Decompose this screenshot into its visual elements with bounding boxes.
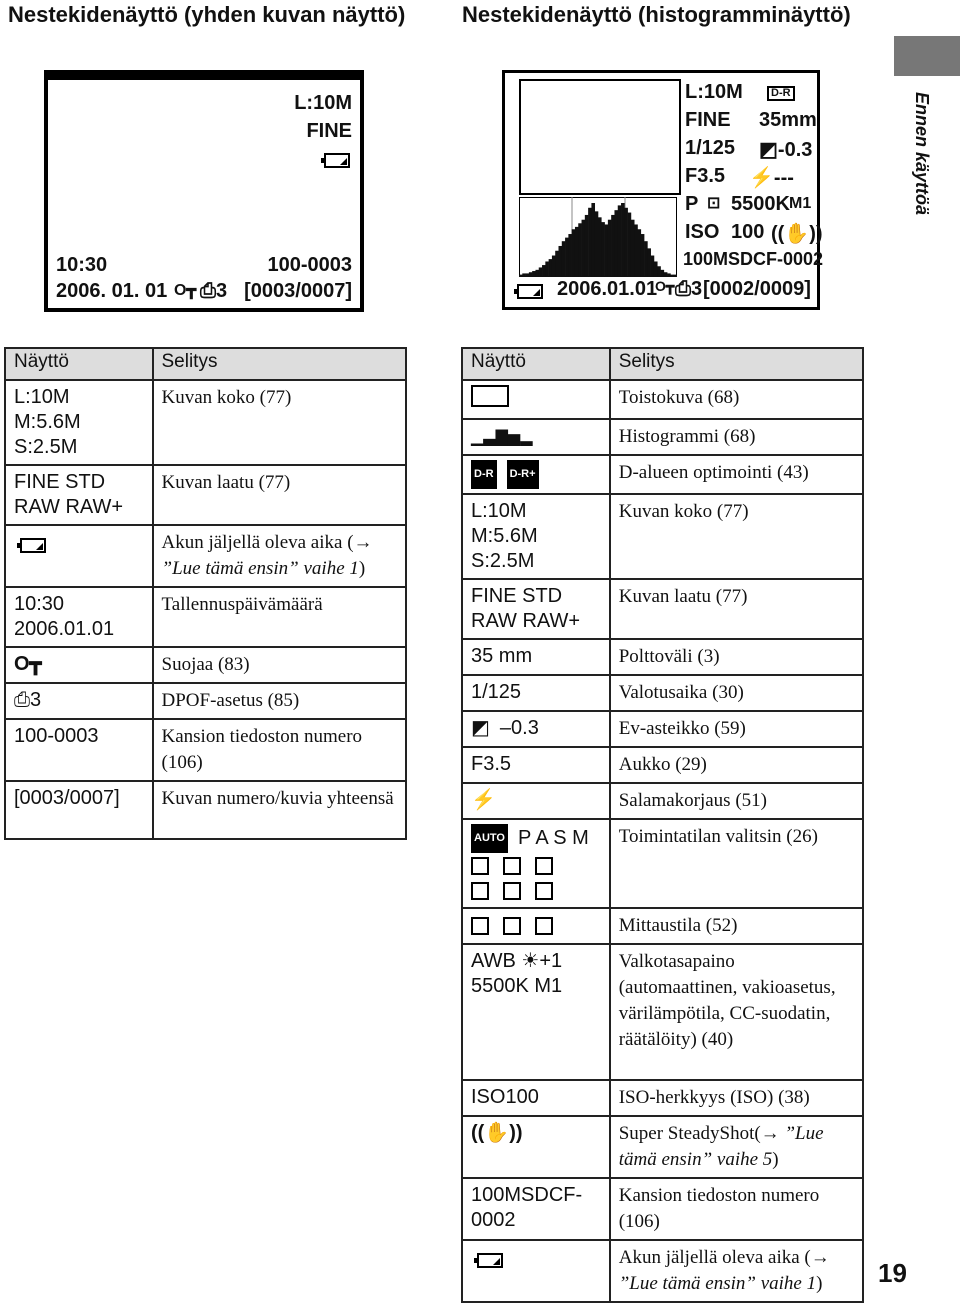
- table-row: [5, 719, 406, 781]
- histogram-bar: [532, 271, 536, 277]
- section-tab-marker: [894, 36, 960, 76]
- table-row: [462, 1178, 863, 1240]
- description-cell: Kuvan laatu (77): [610, 579, 863, 639]
- histogram-bar: [647, 248, 651, 277]
- playback-image-frame: [519, 79, 681, 195]
- display-cell: L:10M M:5.6M S:2.5M: [462, 494, 610, 579]
- display-cell: [462, 1240, 610, 1302]
- steadyshot-icon: ((✋)): [771, 223, 823, 245]
- lcd-image-size: L:10M: [294, 92, 352, 114]
- histogram-bar: [631, 220, 635, 277]
- histogram-bar: [618, 205, 622, 277]
- histogram-bar: [535, 270, 539, 277]
- display-cell: 35 mm: [462, 639, 610, 675]
- dpof-icon: ⎙3: [675, 278, 703, 300]
- spot-metering-icon: [535, 917, 553, 935]
- description-cell: DPOF-asetus (85): [153, 683, 407, 719]
- histogram-bar: [657, 266, 661, 277]
- histogram-bar: [565, 238, 569, 277]
- histogram-bar: [578, 223, 582, 277]
- table-row: [462, 711, 863, 747]
- display-cell: [0003/0007]: [5, 781, 153, 839]
- portrait-icon: [471, 857, 489, 875]
- histogram-bar: [585, 215, 589, 277]
- histogram-bar: [598, 217, 602, 277]
- display-cell: [462, 455, 610, 494]
- flash-comp-icon: ⚡---: [749, 167, 794, 189]
- landscape-icon: [503, 857, 521, 875]
- display-cell: 100-0003: [5, 719, 153, 781]
- histogram-bar: [641, 234, 645, 277]
- histogram-bar: [595, 211, 599, 277]
- histogram-bar: [552, 256, 556, 277]
- steadyshot-icon: ((✋)): [471, 1122, 523, 1144]
- histogram-icon: ▁▃▇▅▂: [471, 429, 533, 446]
- battery-icon: [20, 538, 46, 553]
- description-cell: Aukko (29): [610, 747, 863, 783]
- display-cell: 100MSDCF- 0002: [462, 1178, 610, 1240]
- table-row: [5, 380, 406, 465]
- histogram-bar: [638, 229, 642, 277]
- description-cell: Ev-asteikko (59): [610, 711, 863, 747]
- battery-icon: [477, 1253, 503, 1268]
- description-cell: Kuvan laatu (77): [153, 465, 407, 525]
- display-cell: ◩ –0.3: [462, 711, 610, 747]
- display-cell: AWB ☀+1 5500K M1: [462, 944, 610, 1080]
- table-row: [462, 579, 863, 639]
- histogram-bar: [614, 210, 618, 277]
- description-cell: Kansion tiedoston numero (106): [153, 719, 407, 781]
- lcd-quality: FINE: [685, 109, 731, 131]
- lcd-folder-number: 100MSDCF-0002: [683, 249, 824, 269]
- display-cell: [5, 647, 153, 683]
- multi-segment-metering-icon: [471, 917, 489, 935]
- table-row: [462, 494, 863, 579]
- histogram-bar: [519, 275, 523, 277]
- description-cell: Super SteadyShot(→ ”Lue tämä ensin” vaihe 5): [610, 1116, 863, 1178]
- table-row: [462, 1080, 863, 1116]
- lcd-date: 2006. 01. 01: [56, 280, 168, 302]
- histogram-bar: [624, 208, 628, 277]
- histogram-bar: [549, 259, 553, 277]
- histogram-bar: [582, 220, 586, 277]
- daylight-icon: ☀: [521, 950, 540, 972]
- table-row: [462, 419, 863, 455]
- description-cell: ISO-herkkyys (ISO) (38): [610, 1080, 863, 1116]
- histogram-bar: [559, 246, 563, 277]
- table-row: [462, 908, 863, 944]
- description-cell: Suojaa (83): [153, 647, 407, 683]
- lcd-focal-length: 35mm: [759, 109, 817, 131]
- table-row: [462, 1116, 863, 1178]
- lcd-date: 2006.01.01: [557, 278, 658, 300]
- histogram-bar: [601, 222, 605, 277]
- histogram-bar: [605, 224, 609, 277]
- histogram-bar: [522, 273, 526, 277]
- ev-icon: ◩-0.3: [759, 139, 813, 161]
- table-row: [462, 944, 863, 1080]
- description-cell: Valotusaika (30): [610, 675, 863, 711]
- lcd-image-counter: [0002/0009]: [703, 278, 811, 300]
- display-cell: AUTO P A S M: [462, 819, 610, 908]
- lcd-iso-value: 100: [731, 221, 765, 243]
- description-cell: Kuvan koko (77): [610, 494, 863, 579]
- histogram-bar: [611, 215, 615, 277]
- histogram-bar: [667, 273, 671, 277]
- table-row: [5, 587, 406, 647]
- histogram-bar: [651, 256, 655, 277]
- histogram-bar: [664, 272, 668, 277]
- lcd-quality: FINE: [306, 120, 352, 142]
- battery-icon: [517, 283, 543, 301]
- description-cell: Toimintatilan valitsin (26): [610, 819, 863, 908]
- lcd-dpof-count: 3: [216, 280, 228, 302]
- histogram-chart: [519, 197, 677, 277]
- histogram-bar: [572, 229, 576, 277]
- table-header-row: [462, 348, 863, 380]
- display-cell: 10:30 2006.01.01: [5, 587, 153, 647]
- description-cell: Toistokuva (68): [610, 380, 863, 419]
- lcd-folder-number: 100-0003: [267, 254, 352, 276]
- table-row: [462, 819, 863, 908]
- right-section-title: Nestekidenäyttö (histogramminäyttö): [462, 2, 851, 27]
- dro-icon: D-R: [471, 460, 497, 489]
- table-row: [462, 747, 863, 783]
- histogram-bar: [621, 203, 625, 277]
- histogram-bar: [568, 234, 572, 277]
- histogram-bar: [591, 203, 595, 277]
- night-portrait-icon: [535, 882, 553, 900]
- table-row: [5, 465, 406, 525]
- column-header-display: Näyttö: [462, 348, 610, 380]
- lcd-wb-mode: M1: [789, 195, 812, 212]
- histogram-bar: [654, 261, 658, 277]
- lcd-single-image: [44, 70, 364, 312]
- page-number: 19: [878, 1258, 907, 1288]
- table-row: [462, 1240, 863, 1302]
- display-cell: F3.5: [462, 747, 610, 783]
- flash-compensation-icon: ⚡: [471, 789, 496, 811]
- metering-icon: ⊡: [707, 195, 721, 212]
- histogram-bar: [539, 267, 543, 277]
- lcd-image-counter: [0003/0007]: [244, 280, 352, 302]
- ev-icon: ◩: [471, 717, 490, 739]
- lcd-iso-label: ISO: [685, 221, 720, 243]
- table-row: [5, 683, 406, 719]
- description-cell: D-alueen optimointi (43): [610, 455, 863, 494]
- playback-image-icon: [471, 385, 509, 407]
- battery-icon: [324, 152, 350, 170]
- histogram-bar: [545, 261, 549, 277]
- display-cell: L:10M M:5.6M S:2.5M: [5, 380, 153, 465]
- column-header-description: Selitys: [153, 348, 407, 380]
- display-cell: [462, 783, 610, 819]
- table-row: [5, 647, 406, 683]
- display-cell: [462, 1116, 610, 1178]
- display-cell: ⎙3: [5, 683, 153, 719]
- histogram-bar: [526, 273, 530, 277]
- lcd-aperture: F3.5: [685, 165, 726, 187]
- description-cell: Kuvan numero/kuvia yhteensä: [153, 781, 407, 839]
- table-row: [462, 783, 863, 819]
- protect-icon: O┳: [655, 278, 675, 294]
- histogram-bar: [608, 220, 612, 277]
- display-cell: ISO100: [462, 1080, 610, 1116]
- histogram-bar: [588, 208, 592, 277]
- lcd-time: 10:30: [56, 254, 108, 276]
- lcd-white-balance: 5500K: [731, 193, 790, 215]
- description-cell: Valkotasapaino (automaattinen, vakioasetus, värilämpötila, CC-suodatin, räätälöity) (40): [610, 944, 863, 1080]
- description-cell: Polttoväli (3): [610, 639, 863, 675]
- table-row: [462, 455, 863, 494]
- description-cell: Mittaustila (52): [610, 908, 863, 944]
- protect-icon: O┳: [14, 653, 42, 675]
- center-weighted-metering-icon: [503, 917, 521, 935]
- histogram-bar: [529, 272, 533, 277]
- dro-plus-icon: D-R+: [507, 460, 539, 489]
- lcd-histogram: [502, 70, 824, 310]
- display-cell: 1/125: [462, 675, 610, 711]
- description-cell: Tallennuspäivämäärä: [153, 587, 407, 647]
- table-row: [5, 525, 406, 587]
- dpof-icon: ⎙: [14, 689, 30, 711]
- description-cell: Histogrammi (68): [610, 419, 863, 455]
- display-cell: [5, 525, 153, 587]
- description-cell: Akun jäljellä oleva aika (→ ”Lue tämä ensin” vaihe 1): [610, 1240, 863, 1302]
- histogram-bar: [674, 275, 677, 277]
- histogram-bar: [575, 227, 579, 277]
- legend-table-left: [4, 347, 407, 840]
- protect-icon: O┳: [174, 282, 197, 299]
- column-header-display: Näyttö: [5, 348, 153, 380]
- dro-icon: D-R: [767, 85, 795, 103]
- lcd-shutter: 1/125: [685, 137, 736, 159]
- lcd-flash-value: ---: [773, 167, 794, 189]
- twilight-icon: [503, 882, 521, 900]
- histogram-bar: [644, 241, 648, 277]
- histogram-bar: [555, 251, 559, 277]
- table-header-row: [5, 348, 406, 380]
- sports-icon: [535, 857, 553, 875]
- description-cell: Kansion tiedoston numero (106): [610, 1178, 863, 1240]
- description-cell: Salamakorjaus (51): [610, 783, 863, 819]
- lcd-dpof-count: 3: [691, 278, 703, 300]
- description-cell: Kuvan koko (77): [153, 380, 407, 465]
- histogram-bar: [670, 275, 674, 277]
- display-cell: [462, 380, 610, 419]
- histogram-bar: [661, 270, 665, 277]
- display-cell: FINE STD RAW RAW+: [462, 579, 610, 639]
- histogram-bar: [562, 241, 566, 277]
- lcd-image-size: L:10M: [685, 81, 743, 103]
- display-cell: [462, 908, 610, 944]
- display-cell: [462, 419, 610, 455]
- macro-icon: [471, 882, 489, 900]
- table-row: [462, 675, 863, 711]
- table-row: [5, 781, 406, 839]
- histogram-bar: [628, 213, 632, 277]
- table-row: [462, 380, 863, 419]
- description-cell: Akun jäljellä oleva aika (→ ”Lue tämä ensin” vaihe 1): [153, 525, 407, 587]
- lcd-ev-value: -0.3: [777, 139, 813, 161]
- left-section-title: Nestekidenäyttö (yhden kuvan näyttö): [8, 2, 406, 27]
- table-row: [462, 639, 863, 675]
- auto-mode-icon: AUTO: [471, 824, 508, 853]
- column-header-description: Selitys: [610, 348, 863, 380]
- display-cell: FINE STD RAW RAW+: [5, 465, 153, 525]
- dpof-icon: ⎙3: [200, 280, 228, 302]
- legend-table-right: [461, 347, 864, 1303]
- side-section-label: Ennen käyttöä: [912, 92, 932, 216]
- histogram-bar: [634, 224, 638, 277]
- lcd-mode: P: [685, 193, 699, 215]
- histogram-bar: [542, 265, 546, 277]
